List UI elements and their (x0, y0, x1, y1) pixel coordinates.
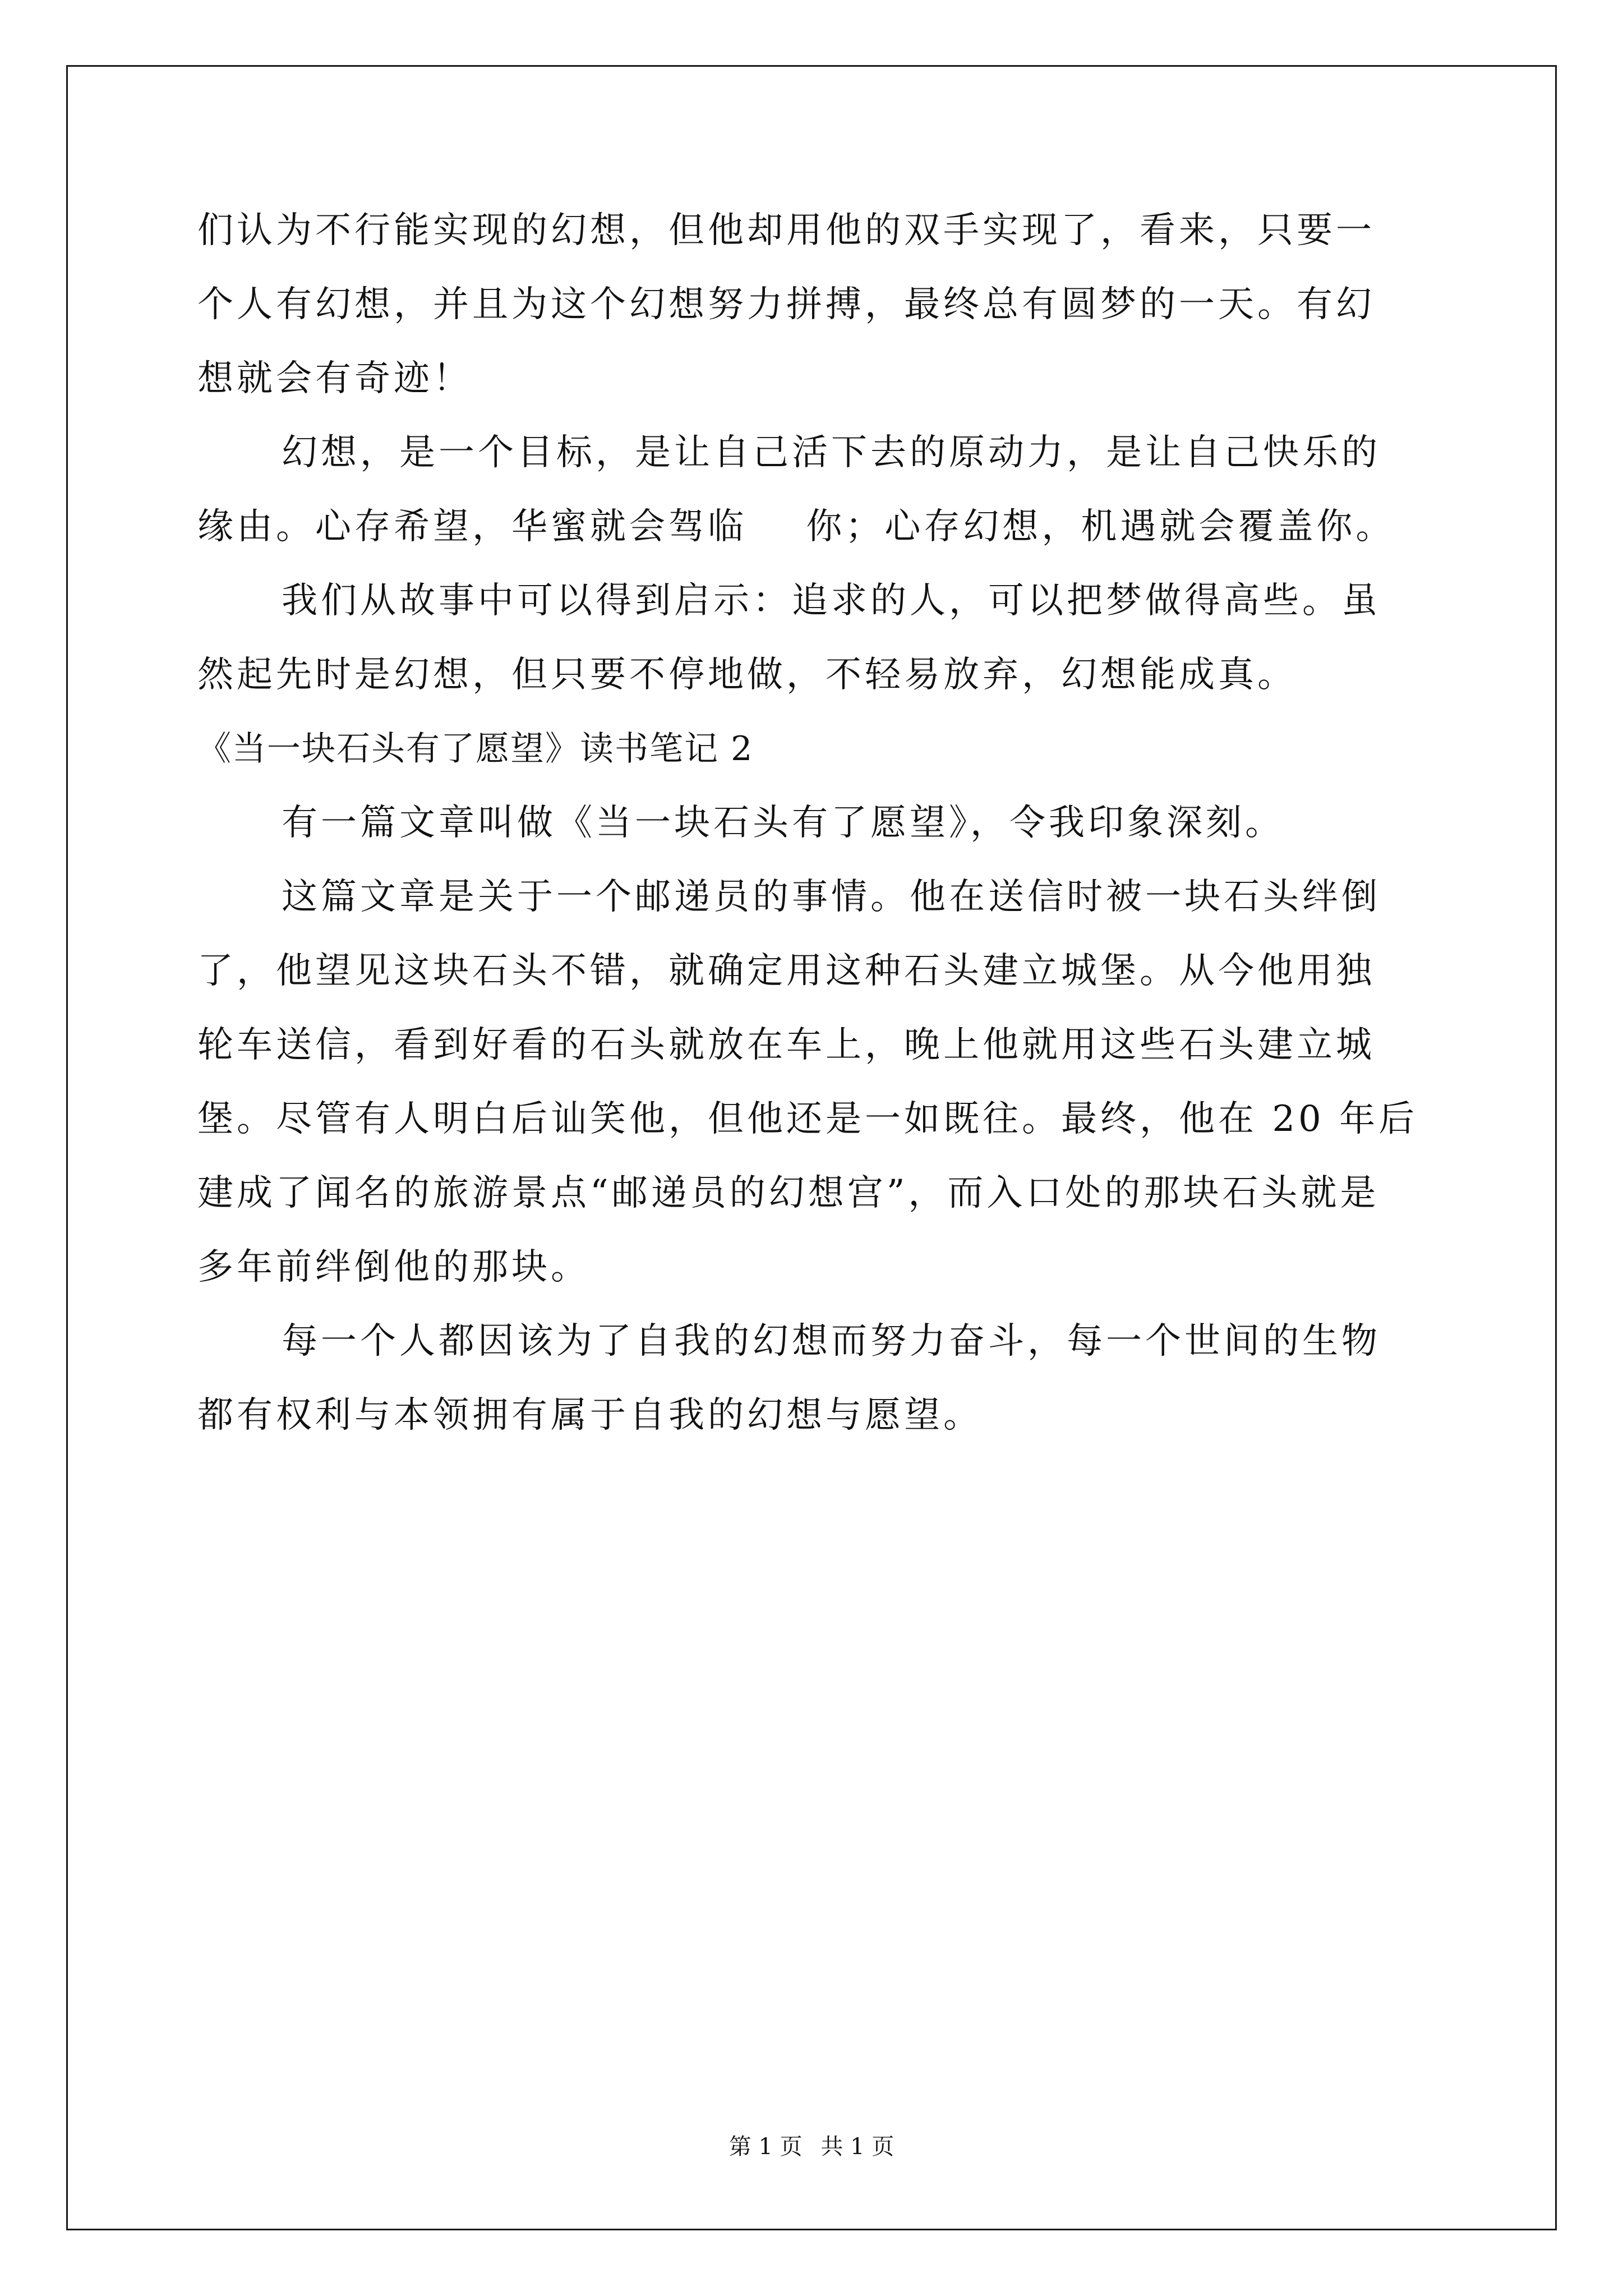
page-footer (0, 2129, 1623, 2161)
section-heading: 《当一块石头有了愿望》读书笔记 2 (197, 729, 754, 769)
paragraph-start-line: 有一篇文章叫做《当一块石头有了愿望》，令我印象深刻。 (282, 802, 1284, 844)
text-line: 个人有幻想，并且为这个幻想努力拼搏，最终总有圆梦的一天。有幻 (197, 284, 1375, 325)
text-line: 们认为不行能实现的幻想，但他却用他的双手实现了，看来，只要一 (197, 210, 1375, 251)
text-line: 轮车送信，看到好看的石头就放在车上，晚上他就用这些石头建立城 (197, 1024, 1375, 1066)
paragraph-start-line: 我们从故事中可以得到启示：追求的人，可以把梦做得高些。虽 (282, 580, 1381, 622)
text-line: 然起先时是幻想，但只要不停地做，不轻易放弃，幻想能成真。 (197, 654, 1297, 696)
text-line: 缘由。心存希望，华蜜就会驾临 你；心存幻想，机遇就会覆盖你。 (197, 506, 1395, 547)
text-line: 都有权利与本领拥有属于自我的幻想与愿望。 (197, 1395, 983, 1436)
paragraph-start-line: 每一个人都因该为了自我的幻想而努力奋斗，每一个世间的生物 (282, 1320, 1381, 1362)
text-line: 建成了闻名的旅游景点“邮递员的幻想宫”，而入口处的那块石头就是 (197, 1172, 1380, 1214)
page-number: 第 1 页 (728, 2134, 803, 2160)
paragraph-start-line: 这篇文章是关于一个邮递员的事情。他在送信时被一块石头绊倒 (282, 876, 1381, 918)
text-line: 堡。尽管有人明白后讪笑他，但他还是一如既往。最终，他在 20 年后 (197, 1098, 1418, 1140)
text-line: 多年前绊倒他的那块。 (197, 1246, 590, 1288)
paragraph-start-line: 幻想，是一个目标，是让自己活下去的原动力，是让自己快乐的 (282, 432, 1381, 473)
text-line: 了，他望见这块石头不错，就确定用这种石头建立城堡。从今他用独 (197, 950, 1375, 992)
document-body (197, 194, 1431, 1452)
text-line: 想就会有奇迹！ (197, 358, 472, 399)
page-total: 共 1 页 (820, 2134, 895, 2160)
